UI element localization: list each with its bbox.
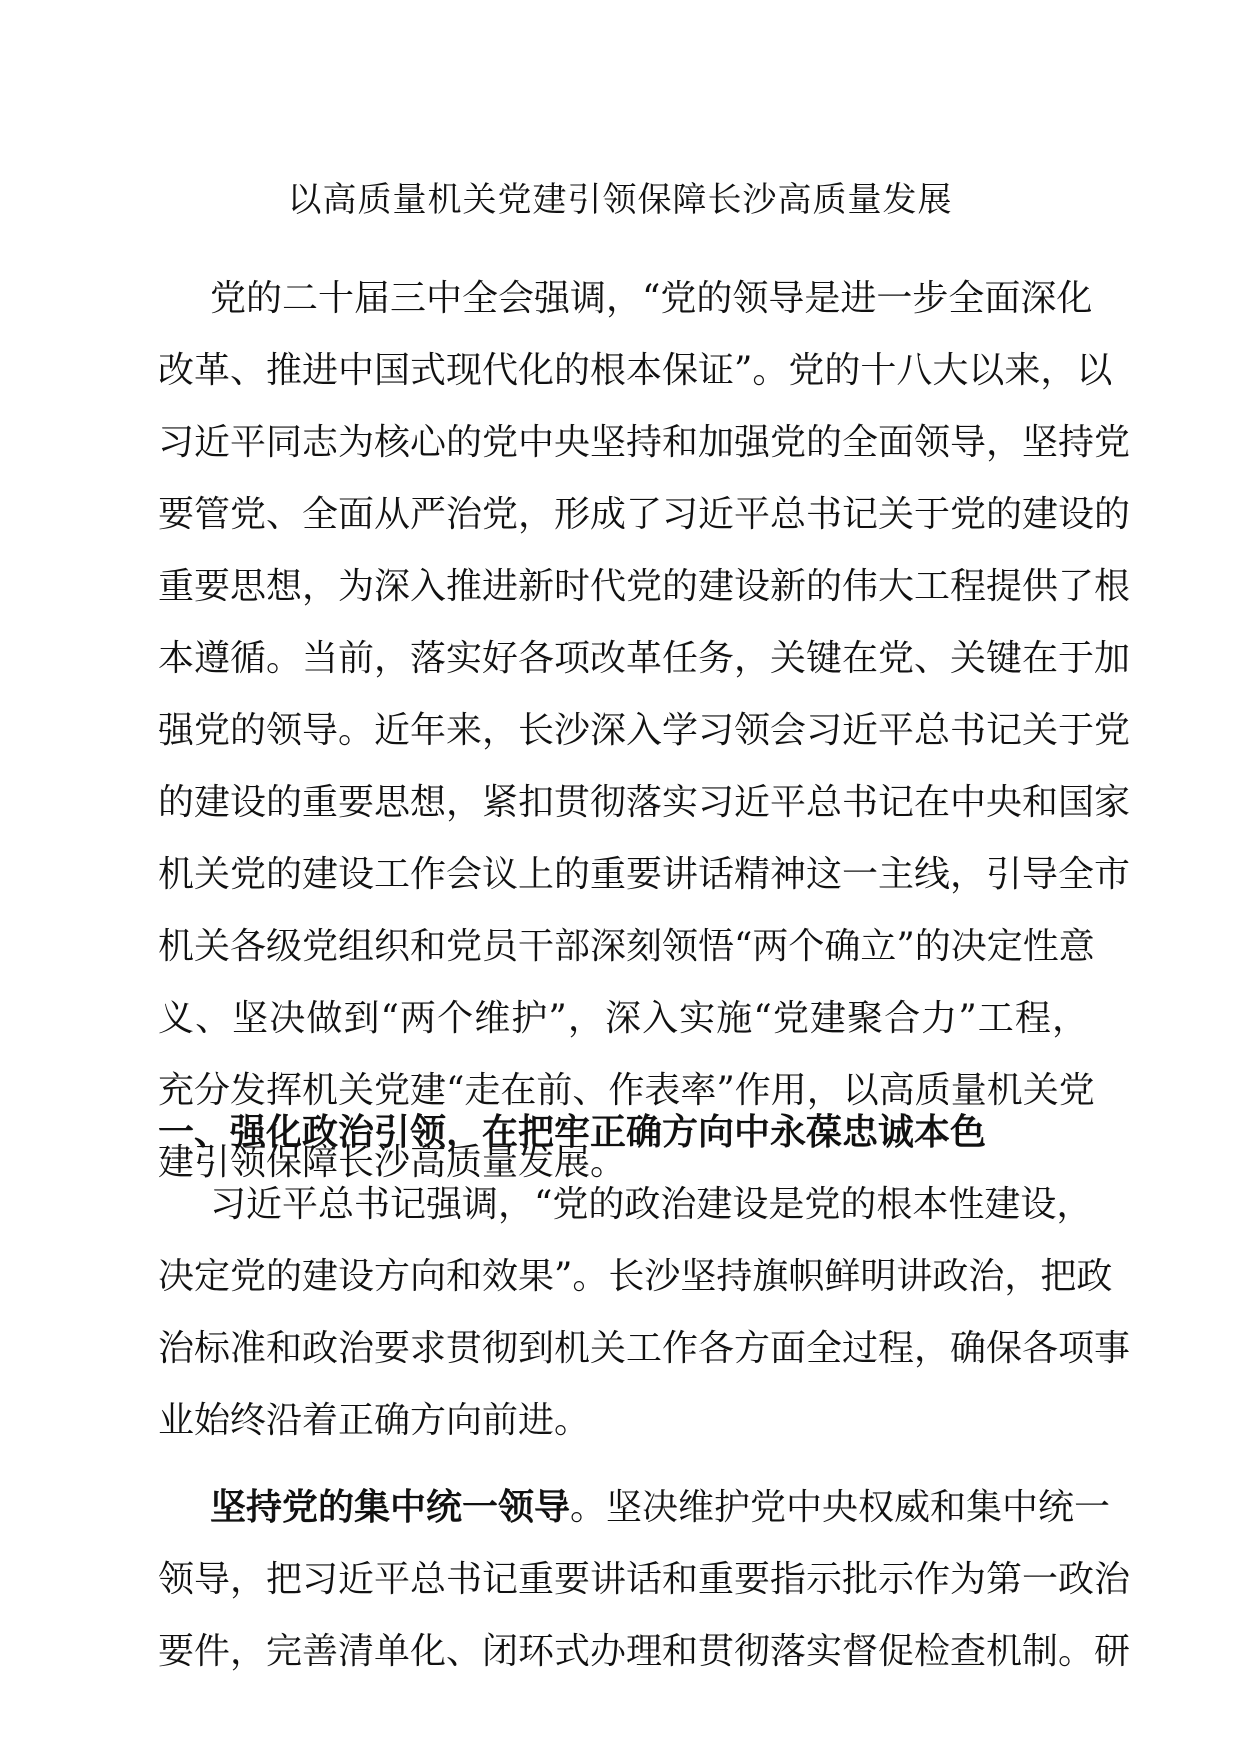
point1-paragraph [158, 1472, 1131, 1688]
paragraph-line: 义、坚决做到“两个维护”，深入实施“党建聚合力”工程， [158, 998, 1088, 1039]
paragraph-line: 习近平总书记强调，“党的政治建设是党的根本性建设， [210, 1184, 1093, 1225]
paragraph-line [158, 1472, 1111, 1544]
paragraph-line: 要管党、全面从严治党，形成了习近平总书记关于党的建设的 [158, 494, 1131, 535]
paragraph-line: 领导，把习近平总书记重要讲话和重要指示批示作为第一政治 [158, 1559, 1131, 1600]
intro-paragraph [158, 263, 1131, 1199]
point-lead-rest: 。坚决维护党中央权威和集中统一 [570, 1487, 1111, 1528]
paragraph-line: 党的二十届三中全会强调，“党的领导是进一步全面深化 [210, 278, 1093, 319]
section1-paragraph [158, 1169, 1131, 1457]
paragraph-line: 决定党的建设方向和效果”。长沙坚持旗帜鲜明讲政治，把政 [158, 1256, 1113, 1297]
paragraph-line: 强党的领导。近年来，长沙深入学习领会习近平总书记关于党 [158, 710, 1131, 751]
paragraph-line: 机关各级党组织和党员干部深刻领悟“两个确立”的决定性意 [158, 926, 1095, 967]
paragraph-line: 业始终沿着正确方向前进。 [158, 1400, 591, 1441]
paragraph-line: 习近平同志为核心的党中央坚持和加强党的全面领导，坚持党 [158, 422, 1131, 463]
paragraph-line: 的建设的重要思想，紧扣贯彻落实习近平总书记在中央和国家 [158, 782, 1131, 823]
paragraph-line: 建引领保障长沙高质量发展。 [158, 1142, 627, 1183]
point-lead-heading: 坚持党的集中统一领导 [210, 1487, 571, 1528]
paragraph-line: 治标准和政治要求贯彻到机关工作各方面全过程，确保各项事 [158, 1328, 1131, 1369]
section-heading: 一、强化政治引领，在把牢正确方向中永葆忠诚本色 [158, 1112, 987, 1153]
paragraph-line: 要件，完善清单化、闭环式办理和贯彻落实督促检查机制。研 [158, 1631, 1131, 1672]
paragraph-line: 本遵循。当前，落实好各项改革任务，关键在党、关键在于加 [158, 638, 1131, 679]
paragraph-line: 机关党的建设工作会议上的重要讲话精神这一主线，引导全市 [158, 854, 1131, 895]
paragraph-line: 充分发挥机关党建“走在前、作表率”作用，以高质量机关党 [158, 1070, 1095, 1111]
document-title: 以高质量机关党建引领保障长沙高质量发展 [287, 180, 953, 220]
paragraph-line: 改革、推进中国式现代化的根本保证”。党的十八大以来，以 [158, 350, 1113, 391]
paragraph-line: 重要思想，为深入推进新时代党的建设新的伟大工程提供了根 [158, 566, 1131, 607]
